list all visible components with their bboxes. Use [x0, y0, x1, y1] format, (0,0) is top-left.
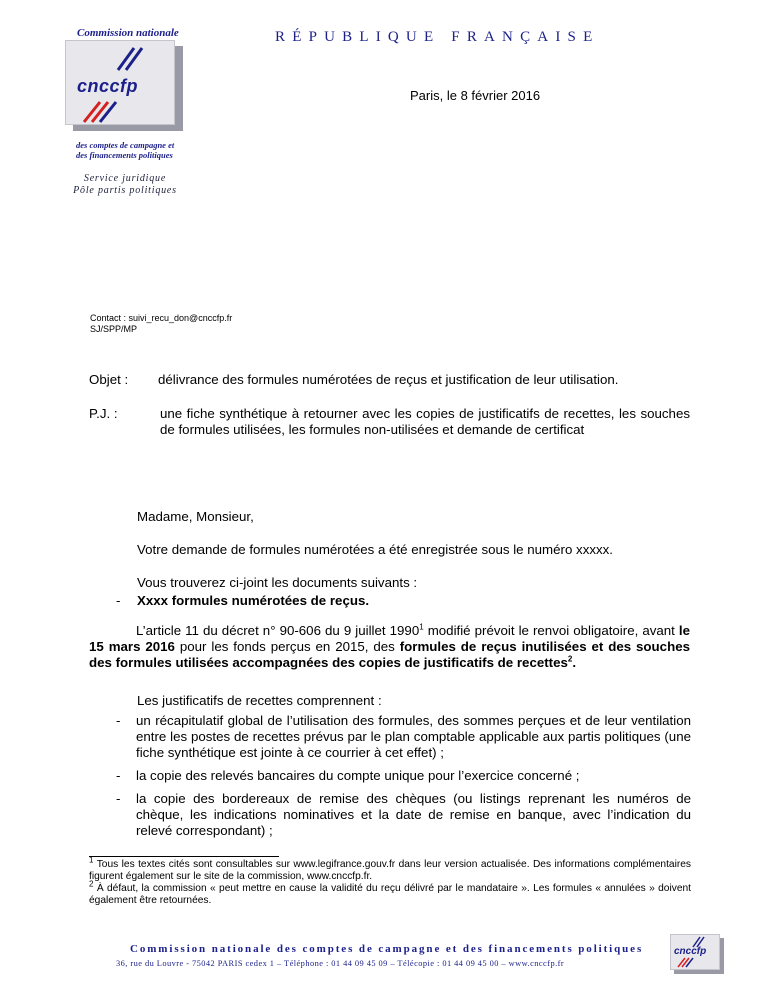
justificatifs-intro: Les justificatifs de recettes comprennent : — [137, 693, 382, 708]
footnote-number: 2 — [89, 879, 94, 889]
logo-word: cnccfp — [77, 76, 139, 96]
list-item — [116, 768, 691, 784]
salutation: Madame, Monsieur, — [137, 509, 254, 524]
list-item-text: la copie des relevés bancaires du compte unique pour l’exercice concerné ; — [136, 768, 580, 783]
article-text: modifié prévoit le renvoi obligatoire, avant — [423, 623, 679, 638]
article-bold-text: formules de reçus inutilisées et des souches des formules utilisées accompagnées des copies de justificatifs de recettes — [89, 639, 690, 670]
list-item-text: la copie des bordereaux de remise des chèques (ou listings reprenant les numéros de chèque, les indications nominatives et la date de remise en banque, avec l’indication du relevé correspondant) ; — [136, 791, 691, 838]
demande-paragraph: Votre demande de formules numérotées a été enregistrée sous le numéro xxxxx. — [137, 542, 613, 557]
footer-commission-name: Commission nationale des comptes de campagne et des financements politiques — [130, 943, 644, 955]
article-text: pour les fonds perçus en 2015, des — [174, 639, 400, 654]
contact-block — [90, 313, 232, 335]
pj-text: une fiche synthétique à retourner avec les copies de justificatifs de recettes, les souches de formules utilisées, les formules non-utilisées et demande de certificat — [160, 406, 690, 437]
logo-subtitle — [76, 140, 174, 160]
footnote-ref: 1 — [419, 622, 424, 632]
footnote-separator — [89, 856, 279, 857]
footnote-ref: 2 — [567, 654, 573, 664]
footnote-number: 1 — [89, 855, 94, 865]
list-dash: - — [116, 768, 121, 783]
formules-item: Xxxx formules numérotées de reçus. — [137, 593, 370, 608]
article-paragraph — [89, 623, 690, 671]
list-item — [116, 713, 691, 761]
documents-intro: Vous trouverez ci-joint les documents suivants : — [137, 575, 418, 590]
pj-label: P.J. : — [89, 406, 118, 421]
list-dash: - — [116, 713, 121, 728]
tricolor-stripes-icon — [80, 100, 124, 124]
service-line: Service juridique — [83, 173, 167, 184]
service-line: Pôle partis politiques — [73, 185, 177, 196]
commission-label: Commission nationale — [77, 27, 179, 39]
tricolor-stripes-icon — [676, 957, 698, 968]
letter-date: Paris, le 8 février 2016 — [410, 88, 541, 103]
contact-email: Contact : suivi_recu_don@cnccfp.fr — [90, 313, 233, 323]
footer-logo-word: cnccfp — [674, 946, 707, 957]
tricolor-stripes-icon — [112, 44, 152, 74]
footnote-text: À défaut, la commission « peut mettre en cause la validité du reçu délivré par le mandataire ». Les formules « annulées » doivent également être retournées. — [89, 883, 691, 906]
footnote-text: Tous les textes cités sont consultables sur www.legifrance.gouv.fr dans leur version actualisée. Des informations complémentaires figurent également sur le site de la commission, www.cnccfp.fr. — [89, 859, 691, 882]
republique-francaise-header: RÉPUBLIQUE FRANÇAISE — [275, 29, 600, 45]
footnote — [89, 879, 691, 907]
logo-subtitle-line: des financements politiques — [76, 150, 173, 160]
reference-code: SJ/SPP/MP — [90, 324, 138, 334]
footer-address: 36, rue du Louvre - 75042 PARIS cedex 1 – Téléphone : 01 44 09 45 09 – Télécopie : 01 44 09 45 00 – www.cnccfp.fr — [116, 959, 565, 968]
objet-text: délivrance des formules numérotées de reçus et justification de leur utilisation. — [158, 372, 619, 387]
article-text: L’article 11 du décret n° 90-606 du 9 juillet 1990 — [136, 623, 420, 638]
article-deadline: le 15 mars 2016 — [89, 623, 690, 654]
objet-label: Objet : — [89, 372, 129, 387]
footnote — [89, 855, 691, 883]
logo-subtitle-line: des comptes de campagne et — [76, 140, 175, 150]
service-label — [60, 173, 190, 197]
list-item — [116, 791, 691, 839]
list-dash: - — [116, 593, 121, 608]
list-dash: - — [116, 791, 121, 806]
list-item-text: un récapitulatif global de l’utilisation des formules, des sommes perçues et de leur ventilation entre les postes de recettes prévus par le plan comptable applicable aux partis politiques (une fiche synthétique est jointe à ce courrier à cet effet) ; — [136, 713, 691, 760]
article-bold-text: . — [572, 655, 577, 670]
